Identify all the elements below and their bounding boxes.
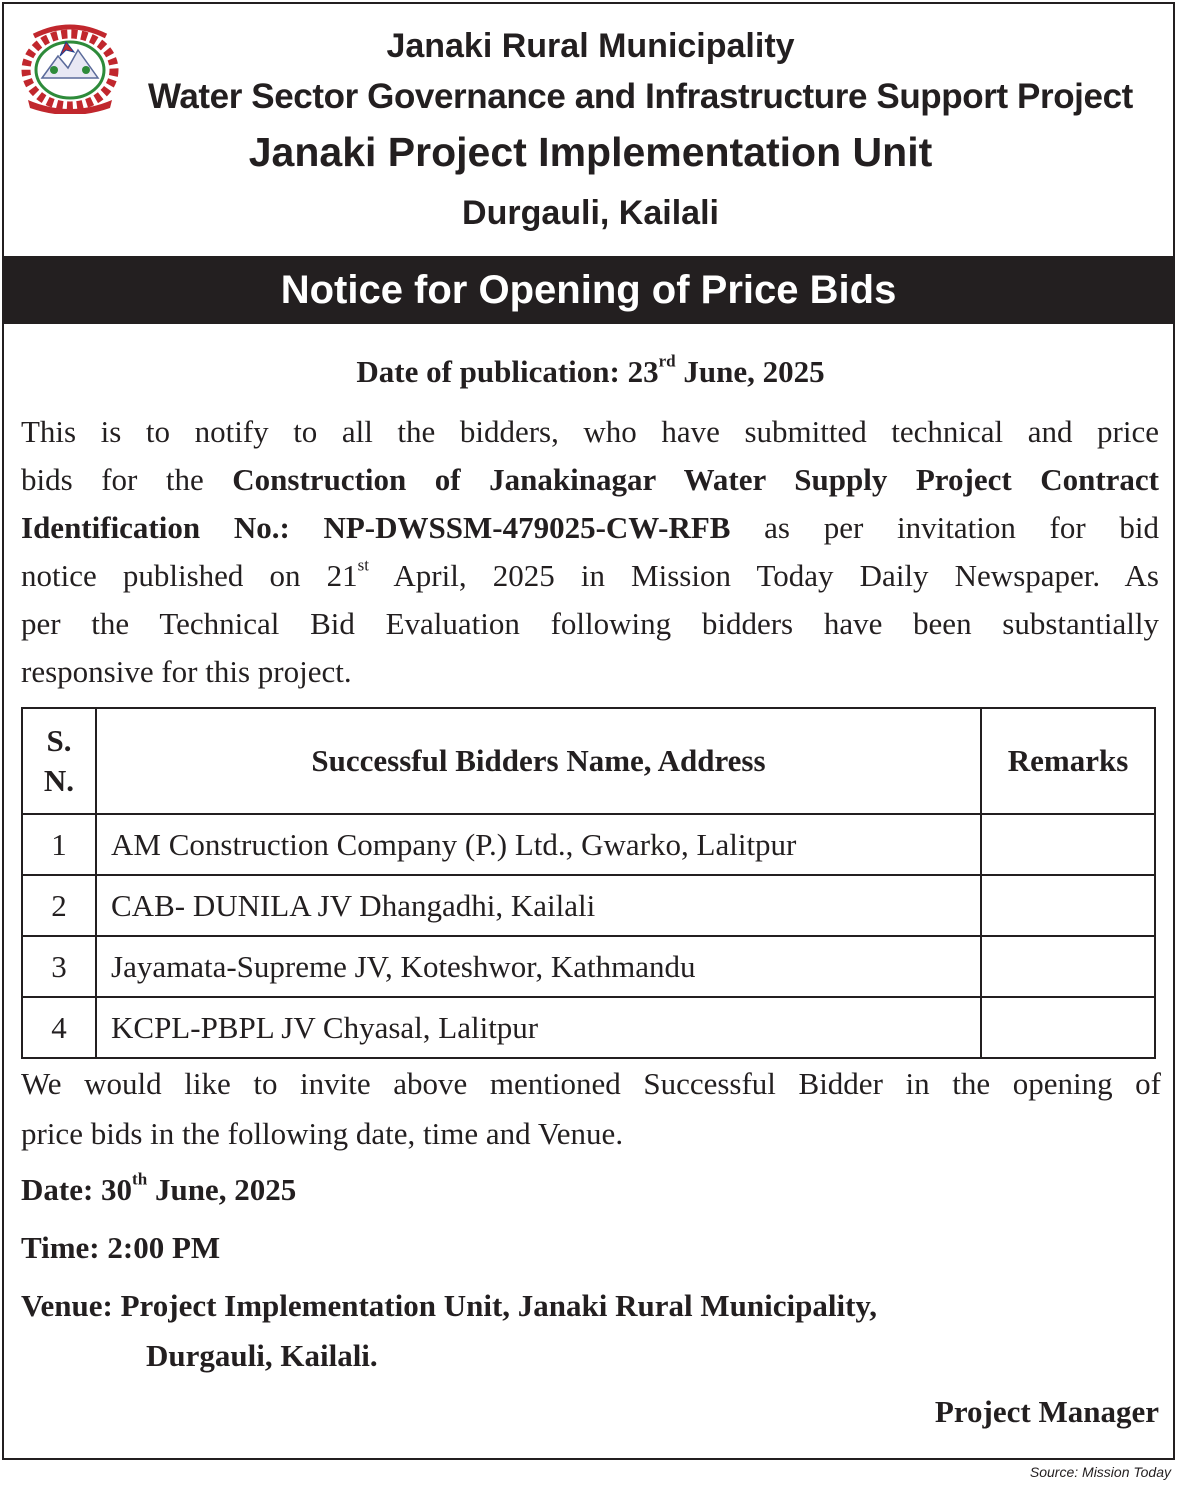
table-row — [22, 875, 1155, 936]
invite-line-1: We would like to invite above mentioned Successful Bidder in the opening of — [21, 1066, 1161, 1101]
row-sn: 4 — [22, 997, 96, 1058]
row-sn: 3 — [22, 936, 96, 997]
body-line-3: Identification No.: NP-DWSSM-479025-CW-RFB as per invitation for bid — [21, 510, 1159, 545]
body-line-6: responsive for this project. — [21, 654, 352, 689]
meeting-time: Time: 2:00 PM — [21, 1230, 221, 1265]
table-row — [22, 936, 1155, 997]
body-line-1: This is to notify to all the bidders, who have submitted technical and price — [21, 414, 1159, 449]
row-bidder-name: KCPL-PBPL JV Chyasal, Lalitpur — [96, 997, 981, 1058]
table-row — [22, 814, 1155, 875]
source-credit: Source: Mission Today — [1029, 1464, 1171, 1480]
body-line-4: notice published on 21st April, 2025 in Mission Today Daily Newspaper. As — [21, 555, 1159, 593]
sn-header: S. N. — [22, 708, 96, 814]
row-remarks — [981, 875, 1155, 936]
body-line-5: per the Technical Bid Evaluation following bidders have been substantially — [21, 606, 1159, 641]
remarks-header: Remarks — [981, 708, 1155, 814]
project-name: Water Sector Governance and Infrastructure Support Project — [148, 77, 1133, 116]
row-remarks — [981, 814, 1155, 875]
bidders-table — [21, 707, 1156, 1059]
notice-title-banner: Notice for Opening of Price Bids — [2, 256, 1175, 324]
row-sn: 2 — [22, 875, 96, 936]
row-bidder-name: AM Construction Company (P.) Ltd., Gwarko, Lalitpur — [96, 814, 981, 875]
meeting-venue-line-2: Durgauli, Kailali. — [146, 1338, 378, 1373]
body-line-2: bids for the Construction of Janakinagar Water Supply Project Contract — [21, 462, 1159, 497]
table-row — [22, 997, 1155, 1058]
implementation-unit: Janaki Project Implementation Unit — [248, 129, 933, 175]
municipality-name: Janaki Rural Municipality — [386, 27, 795, 65]
publication-date: Date of publication: 23rd June, 2025 — [356, 351, 825, 389]
meeting-venue-line-1: Venue: Project Implementation Unit, Janaki Rural Municipality, — [21, 1288, 877, 1323]
signature: Project Manager — [934, 1394, 1159, 1429]
meeting-date: Date: 30th June, 2025 — [21, 1169, 297, 1207]
table-header-row — [22, 708, 1155, 814]
row-bidder-name: CAB- DUNILA JV Dhangadhi, Kailali — [96, 875, 981, 936]
row-remarks — [981, 936, 1155, 997]
row-bidder-name: Jayamata-Supreme JV, Koteshwor, Kathmandu — [96, 936, 981, 997]
bidder-name-header: Successful Bidders Name, Address — [96, 708, 981, 814]
invite-line-2: price bids in the following date, time and Venue. — [21, 1116, 624, 1151]
row-sn: 1 — [22, 814, 96, 875]
location: Durgauli, Kailali — [462, 194, 719, 232]
row-remarks — [981, 997, 1155, 1058]
